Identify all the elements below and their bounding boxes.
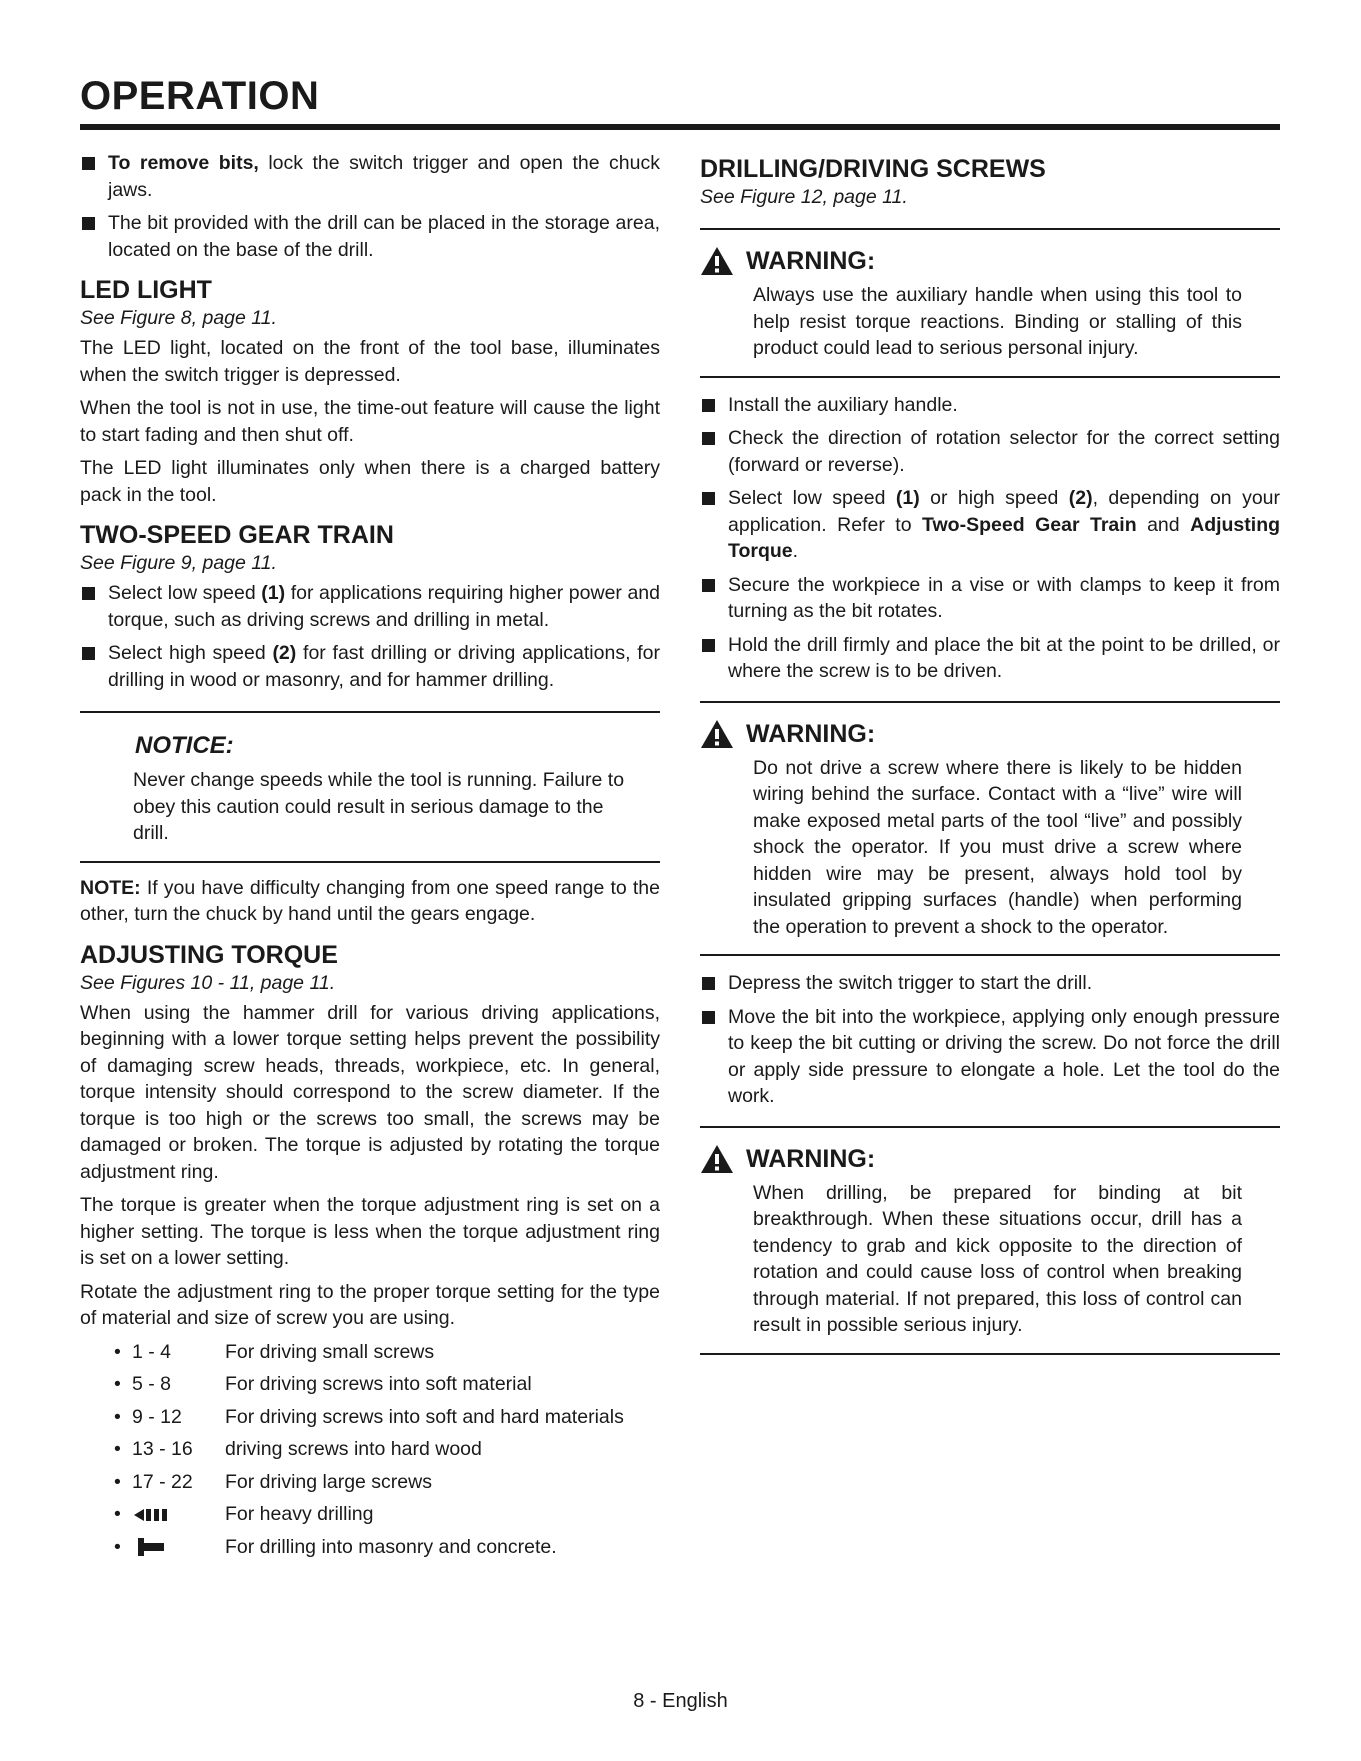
list-item: • 9 - 12 For driving screws into soft and hard materials: [80, 1404, 660, 1431]
led-paragraph: When the tool is not in use, the time-out feature will cause the light to start fading and then shut off.: [80, 397, 660, 446]
square-bullet-icon: [702, 1011, 715, 1024]
warning-title: WARNING:: [746, 1144, 876, 1173]
list-item: Select high speed (2) for fast drilling or driving applications, for drilling in wood or masonry, and for hammer drilling.: [80, 640, 660, 693]
warning-triangle-icon: [700, 246, 734, 276]
list-item: Select low speed (1) for applications requiring higher power and torque, such as driving screws and drilling in metal.: [80, 580, 660, 633]
led-figure-ref: See Figure 8, page 11.: [80, 307, 277, 329]
torque-settings-list: [80, 1339, 660, 1561]
left-column: [80, 150, 660, 1566]
torque-paragraph: Rotate the adjustment ring to the proper torque setting for the type of material and size of screw you are using.: [80, 1280, 660, 1329]
page-number: 8 - English: [633, 1690, 728, 1712]
warning-box: [700, 701, 1280, 957]
warning-box: [700, 228, 1280, 378]
drilling-steps-list-2: [700, 970, 1280, 1110]
right-column: [700, 150, 1280, 1369]
drill-bit-icon: [132, 1507, 170, 1523]
warning-triangle-icon: [700, 1144, 734, 1174]
page-header: [80, 72, 1280, 130]
list-item: Hold the drill firmly and place the bit at the point to be drilled, or where the screw is to be driven.: [700, 632, 1280, 685]
led-paragraph: The LED light illuminates only when there is a charged battery pack in the tool.: [80, 457, 660, 506]
header-rule: [80, 124, 1280, 130]
list-item: To remove bits, lock the switch trigger and open the chuck jaws.: [80, 150, 660, 203]
list-item: Install the auxiliary handle.: [700, 392, 1280, 419]
drilling-steps-list: [700, 392, 1280, 685]
warning-box: [700, 1126, 1280, 1355]
list-item: Check the direction of rotation selector for the correct setting (forward or reverse).: [700, 425, 1280, 478]
square-bullet-icon: [702, 492, 715, 505]
notice-title: NOTICE:: [135, 732, 234, 759]
square-bullet-icon: [82, 587, 95, 600]
square-bullet-icon: [702, 399, 715, 412]
square-bullet-icon: [82, 217, 95, 230]
notice-text: Never change speeds while the tool is running. Failure to obey this caution could result in serious damage to the drill.: [133, 769, 625, 844]
two-speed-figure-ref: See Figure 9, page 11.: [80, 552, 277, 574]
square-bullet-icon: [702, 579, 715, 592]
warning-title: WARNING:: [746, 247, 876, 275]
led-heading: LED LIGHT: [80, 276, 212, 304]
list-item: Select low speed (1) or high speed (2), depending on your application. Refer to Two-Speed Gear Train and Adjusting Torque.: [700, 485, 1280, 565]
warning-text: Do not drive a screw where there is likely to be hidden wiring behind the surface. Contact with a “live” wire will make exposed metal parts of the tool “live” and possibly shock the operator. If you must drive a screw where hidden wire may be present, always hold tool by insulated gripping surfaces (handle) when performing the operation to prevent a shock to the operator.: [753, 756, 1242, 938]
list-item: • 13 - 16 driving screws into hard wood: [80, 1436, 660, 1463]
list-item: • For heavy drilling: [80, 1501, 660, 1528]
hammer-icon: [132, 1536, 170, 1558]
drilling-heading: DRILLING/DRIVING SCREWS: [700, 155, 1046, 183]
square-bullet-icon: [702, 639, 715, 652]
torque-heading: ADJUSTING TORQUE: [80, 940, 338, 969]
warning-title: WARNING:: [746, 719, 876, 748]
square-bullet-icon: [82, 157, 95, 170]
list-item: • 17 - 22 For driving large screws: [80, 1469, 660, 1496]
list-item: Secure the workpiece in a vise or with clamps to keep it from turning as the bit rotates.: [700, 572, 1280, 625]
square-bullet-icon: [82, 647, 95, 660]
warning-text: When drilling, be prepared for binding at bit breakthrough. When these situations occur, drill has a tendency to grab and kick opposite to the direction of rotation and could cause loss of control when breaking through material. If not prepared, this loss of control can result in possible serious injury.: [753, 1181, 1242, 1336]
notice-box: [80, 711, 660, 863]
list-item: • For drilling into masonry and concrete.: [80, 1534, 660, 1561]
torque-figure-ref: See Figures 10 - 11, page 11.: [80, 971, 336, 994]
square-bullet-icon: [702, 977, 715, 990]
list-item: The bit provided with the drill can be placed in the storage area, located on the base of the drill.: [80, 210, 660, 263]
note-paragraph: NOTE: If you have difficulty changing from one speed range to the other, turn the chuck by hand until the gears engage.: [80, 876, 660, 925]
list-item: Depress the switch trigger to start the drill.: [700, 970, 1280, 997]
bits-list: [80, 150, 660, 263]
list-item: Move the bit into the workpiece, applying only enough pressure to keep the bit cutting or driving the screw. Do not force the drill or apply side pressure to elongate a hole. Let the tool do the work.: [700, 1004, 1280, 1110]
list-item: • 1 - 4 For driving small screws: [80, 1339, 660, 1366]
drilling-figure-ref: See Figure 12, page 11.: [700, 186, 908, 208]
list-item: • 5 - 8 For driving screws into soft material: [80, 1371, 660, 1398]
square-bullet-icon: [702, 432, 715, 445]
page-title: OPERATION: [80, 74, 320, 118]
led-paragraph: The LED light, located on the front of the tool base, illuminates when the switch trigger is depressed.: [80, 337, 660, 386]
torque-paragraph: The torque is greater when the torque adjustment ring is set on a higher setting. The torque is less when the torque adjustment ring is set on a lower setting.: [80, 1194, 660, 1269]
torque-paragraph: When using the hammer drill for various driving applications, beginning with a lower torque setting helps prevent the possibility of damaging screw heads, threads, workpiece, etc. In general, torque intensity should correspond to the screw diameter. If the torque is too high or the screws too small, the screws may be damaged or broken. The torque is adjusted by rotating the torque adjustment ring.: [80, 1001, 660, 1183]
warning-text: Always use the auxiliary handle when using this tool to help resist torque reactions. Binding or stalling of this product could lead to serious personal injury.: [753, 284, 1242, 359]
two-speed-list: [80, 580, 660, 693]
two-speed-heading: TWO-SPEED GEAR TRAIN: [80, 521, 394, 549]
warning-triangle-icon: [700, 719, 734, 749]
